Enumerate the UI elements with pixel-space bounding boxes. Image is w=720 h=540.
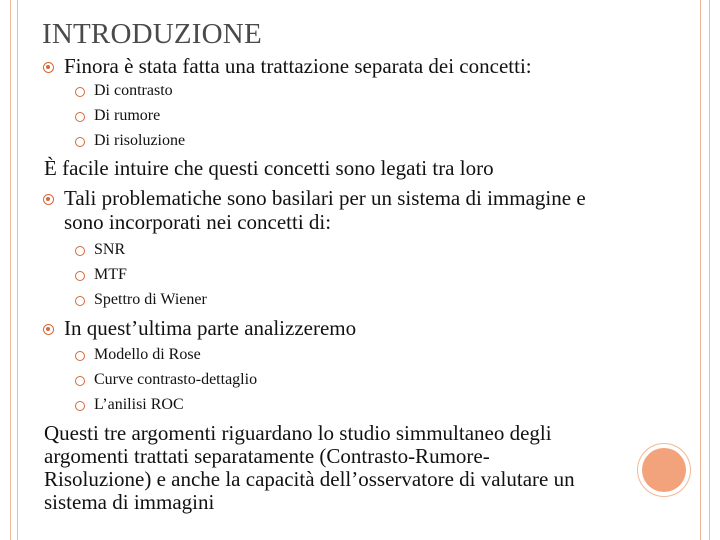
sub-item-snr: SNR	[94, 241, 126, 258]
sub-item-rumore: Di rumore	[94, 107, 161, 124]
closing-line: Risoluzione) e anche la capacità dell’osservatore di valutare un	[44, 467, 575, 491]
sub-item-curve: Curve contrasto-dettaglio	[94, 371, 258, 388]
ring-bullet-icon	[43, 62, 54, 73]
circle-bullet-icon	[75, 351, 85, 361]
slide-title: INTRODUZIONE	[42, 18, 262, 50]
sub-item-risoluzione: Di risoluzione	[94, 132, 186, 149]
circle-bullet-icon	[75, 137, 85, 147]
circle-bullet-icon	[75, 296, 85, 306]
closing-line: argomenti trattati separatamente (Contrasto-Rumore-	[44, 444, 490, 468]
sub-item-wiener: Spettro di Wiener	[94, 291, 207, 308]
closing-line: Questi tre argomenti riguardano lo studio simmultaneo degli	[44, 421, 552, 445]
circle-bullet-icon	[75, 401, 85, 411]
sub-item-mtf: MTF	[94, 266, 127, 283]
left-decorative-rail	[10, 0, 18, 540]
right-decorative-rail	[700, 0, 710, 540]
circle-bullet-icon	[75, 112, 85, 122]
bullet-tali-line2: sono incorporati nei concetti di:	[64, 210, 332, 234]
sub-item-roc: L’anilisi ROC	[94, 396, 184, 413]
sub-item-contrasto: Di contrasto	[94, 82, 173, 99]
sub-item-rose: Modello di Rose	[94, 346, 201, 363]
bullet-tali-line1: Tali problematiche sono basilari per un sistema di immagine e	[64, 186, 586, 210]
bullet-analizzeremo: In quest’ultima parte analizzeremo	[64, 316, 357, 340]
circle-bullet-icon	[75, 87, 85, 97]
circle-bullet-icon	[75, 376, 85, 386]
ring-bullet-icon	[43, 324, 54, 335]
bullet-finora: Finora è stata fatta una trattazione separata dei concetti:	[64, 54, 532, 78]
circle-bullet-icon	[75, 246, 85, 256]
statement-text: È facile intuire che questi concetti sono legati tra loro	[44, 156, 494, 180]
closing-line: sistema di immagini	[44, 490, 215, 514]
ring-bullet-icon	[43, 194, 54, 205]
closing-paragraph	[44, 422, 575, 514]
circle-bullet-icon	[75, 271, 85, 281]
orange-circle-icon	[642, 448, 686, 492]
